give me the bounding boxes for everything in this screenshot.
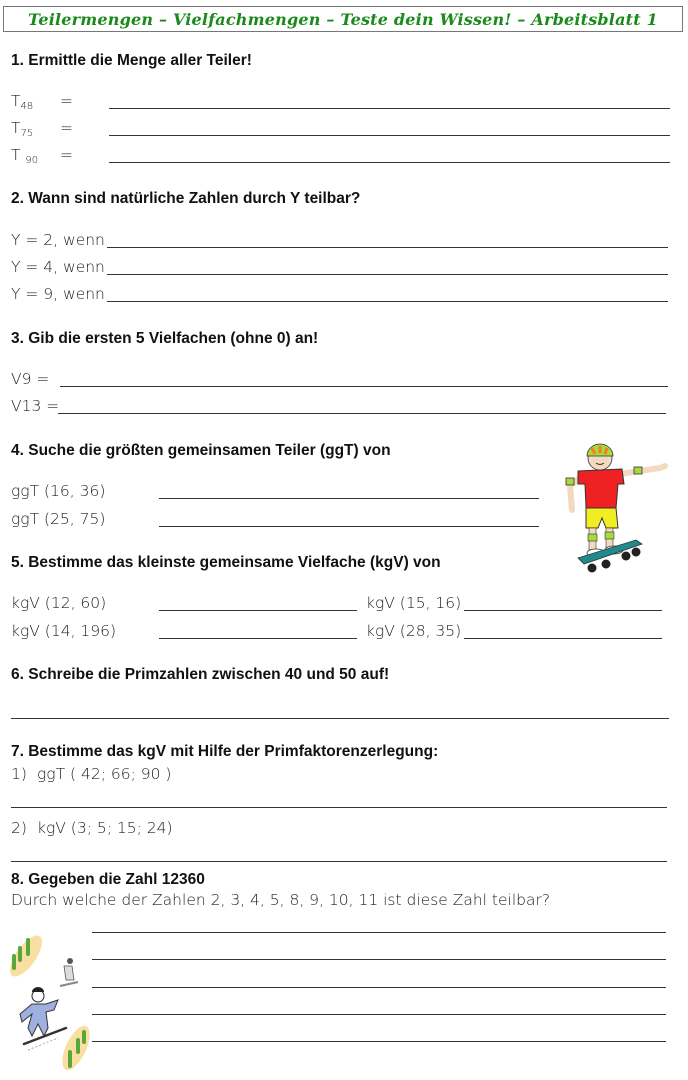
answer-line-8-4[interactable] (92, 1014, 666, 1015)
t90-equals: = (60, 146, 73, 164)
t75-equals: = (60, 119, 73, 137)
ggt-16-36-label: ggT (16, 36) (11, 482, 106, 500)
kgv-28-35-answer-line[interactable] (464, 638, 662, 639)
answer-line-8-5[interactable] (92, 1041, 666, 1042)
task-7-1-number: 1) (11, 765, 27, 783)
y9-label: Y = 9, wenn (11, 285, 105, 303)
t48-equals: = (60, 92, 73, 110)
answer-line-8-1[interactable] (92, 932, 666, 933)
task-7-2-text: kgV (3; 5; 15; 24) (37, 819, 173, 837)
kgv-12-60-answer-line[interactable] (159, 610, 357, 611)
kgv-15-16-label: kgV (15, 16) (366, 594, 462, 612)
y2-label: Y = 2, wenn (11, 231, 105, 249)
y9-answer-line[interactable] (107, 301, 668, 302)
t75-answer-line[interactable] (109, 135, 670, 136)
t90-label: T $_{90}$ (11, 146, 39, 166)
section-4-heading: 4. Suche die größten gemeinsamen Teiler (ggT) von (11, 442, 391, 459)
t48-label: $T_{48}$ (11, 92, 34, 112)
t75-label: $T_{75}$ (11, 119, 34, 139)
v13-answer-line[interactable] (58, 413, 666, 414)
title-box (3, 6, 683, 32)
v13-label: V13 = (11, 397, 60, 415)
skateboarder-boy-icon (560, 436, 670, 578)
kgv-14-196-label: kgV (14, 196) (11, 622, 117, 640)
section-3-heading: 3. Gib die ersten 5 Vielfachen (ohne 0) an! (11, 330, 319, 347)
kgv-28-35-label: kgV (28, 35) (366, 622, 462, 640)
section-2-heading: 2. Wann sind natürliche Zahlen durch Y teilbar? (11, 190, 361, 207)
section-8-heading: 8. Gegeben die Zahl 12360 (11, 871, 205, 888)
kgv-15-16-answer-line[interactable] (464, 610, 662, 611)
section-7-heading: 7. Bestimme das kgV mit Hilfe der Primfaktorenzerlegung: (11, 743, 439, 760)
section-6-heading: 6. Schreibe die Primzahlen zwischen 40 und 50 auf! (11, 666, 390, 683)
task-7-1-text: ggT ( 42; 66; 90 ) (37, 765, 172, 783)
y4-answer-line[interactable] (107, 274, 668, 275)
t90-answer-line[interactable] (109, 162, 670, 163)
v9-label: V9 = (11, 370, 50, 388)
task-7-2-answer-line[interactable] (11, 861, 667, 862)
snowboarder-icon (6, 928, 90, 1074)
worksheet-title: Teilermengen – Vielfachmengen – Teste dein Wissen! – Arbeitsblatt 1 (28, 9, 658, 29)
primes-answer-line[interactable] (11, 718, 669, 719)
section-8-question: Durch welche der Zahlen 2, 3, 4, 5, 8, 9, 10, 11 ist diese Zahl teilbar? (11, 891, 551, 909)
kgv-14-196-answer-line[interactable] (159, 638, 357, 639)
t48-answer-line[interactable] (109, 108, 670, 109)
answer-line-8-2[interactable] (92, 959, 666, 960)
y4-label: Y = 4, wenn (11, 258, 105, 276)
section-1-heading: 1. Ermittle die Menge aller Teiler! (11, 52, 252, 69)
kgv-12-60-label: kgV (12, 60) (11, 594, 107, 612)
ggt-16-36-answer-line[interactable] (159, 498, 539, 499)
task-7-2-number: 2) (11, 819, 27, 837)
section-5-heading: 5. Bestimme das kleinste gemeinsame Vielfache (kgV) von (11, 554, 441, 571)
ggt-25-75-answer-line[interactable] (159, 526, 539, 527)
task-7-1-answer-line[interactable] (11, 807, 667, 808)
ggt-25-75-label: ggT (25, 75) (11, 510, 106, 528)
v9-answer-line[interactable] (60, 386, 668, 387)
answer-line-8-3[interactable] (92, 987, 666, 988)
y2-answer-line[interactable] (107, 247, 668, 248)
